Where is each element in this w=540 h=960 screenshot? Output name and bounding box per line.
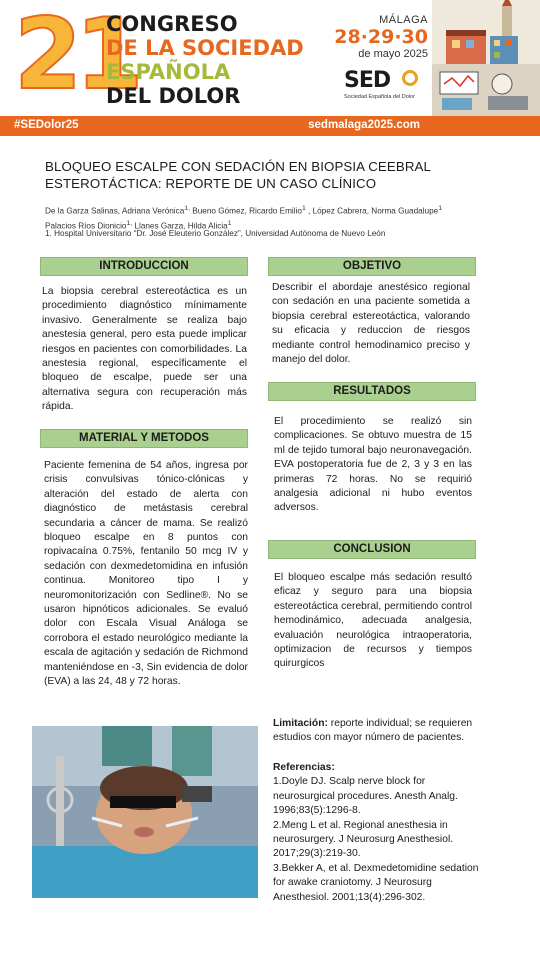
limitation-label: Limitación:: [273, 718, 328, 729]
methods-text: Paciente femenina de 54 años, ingresa por crisis convulsivas tónico-clónicas y alteración del estado de alerta con diagnóstico de metástasis cerebral secundaria a cáncer de mama. Se realizó bloqueo escalpe en 8 puntos con ropivacaína 0.75%, fentanilo 50 mcg IV y sedación con dexmedetomidina en infusión continua. Monitoreo tipo I y neuromonitorización con Sedline®. No se usaron hipnóticos adicionales. Se evaluó dolor con Escala Visual Análoga se corrobora el estado neurológico mediante la escala de agitación y sedación de Richmond manteniéndose en -3, Sin evidencia de dolor (EVA) a las 24, 48 y 72 horas.: [44, 460, 248, 688]
sed-logo-subtitle: Sociedad Española del Dolor: [344, 94, 415, 100]
author-5: Llanes Garza, Hilda Alicia: [132, 221, 228, 231]
references-title: Referencias:: [273, 762, 335, 773]
objective-header: OBJETIVO: [268, 257, 476, 276]
conclusion-header: CONCLUSION: [268, 540, 476, 559]
author-2: Bueno Gómez, Ricardo Emilio: [189, 206, 302, 216]
sed-logo-text: SED: [344, 68, 391, 93]
author-1-sup: 1,: [184, 205, 190, 212]
hashtag-bar: [0, 116, 540, 136]
reference-3: 3.Bekker A, et al. Dexmedetomidine sedation for awake craniotomy. J Neurosurg Anesthesiol. 2001;13(4):296-302.: [273, 862, 479, 903]
intro-text: La biopsia cerebral estereotáctica es un procedimiento diagnóstico mínimamente invasivo. Generalmente se realiza bajo anestesia general, pero esta puede implicar riesgos en pacientes con comorbilidades. La anestesia regional, específicamente el bloqueo de escalpe, puede ser una alternativa segura con recuperación más rápida.: [42, 286, 247, 413]
hashtag: #SEDolor25: [14, 119, 79, 131]
author-4: Palacios Ríos Dionicio: [45, 221, 127, 231]
congress-line-2: DE LA SOCIEDAD: [106, 36, 304, 60]
sed-logo: [344, 70, 430, 100]
author-3-sup: 1: [438, 205, 443, 212]
congress-line-4: DEL DOLOR: [106, 84, 241, 108]
event-month: de mayo 2025: [358, 48, 428, 60]
results-text: El procedimiento se realizó sin complicaciones. Se obtuvo muestra de 15 ml de tejido tumoral bajo neuronavegación. EVA postoperatoria fue de 2, 3 y 3 en las primeras 72 horas. No se requirió analgesia adicional ni hubo eventos adversos.: [274, 416, 472, 514]
event-city: MÁLAGA: [379, 14, 428, 26]
conclusion-text: El bloqueo escalpe más sedación resultó eficaz y seguro para una biopsia estereotáctica cerebral, permitiendo control hemodinámico, adecuada analgesia, evaluación neurológica intraoperatoria, optimizacion de recursos y tiempos quirurgicos: [274, 572, 472, 670]
congress-title: [106, 12, 304, 108]
author-1: De la Garza Salinas, Adriana Verónica: [45, 206, 185, 216]
limitation: [273, 717, 513, 746]
event-days: 28·29·30: [334, 26, 428, 48]
methods-header: MATERIAL Y METODOS: [40, 429, 248, 448]
author-4-sup: 1,: [126, 219, 133, 227]
author-3: , López Cabrera, Norma Guadalupe: [305, 206, 439, 216]
event-location-date: [330, 14, 428, 60]
results-header: RESULTADOS: [268, 382, 476, 401]
limitation-text: reporte individual; se requieren estudios con mayor número de pacientes.: [273, 718, 473, 744]
congress-line-3: ESPAÑOLA: [106, 60, 231, 84]
city-illustration-icon: [432, 0, 540, 116]
congress-line-1: CONGRESO: [106, 12, 238, 36]
poster-title: BLOQUEO ESCALPE CON SEDACIÓN EN BIOPSIA CEEBRAL ESTEROTÁCTICA: REPORTE DE UN CASO CLÍNICO: [45, 159, 431, 191]
reference-1: 1.Doyle DJ. Scalp nerve block for neurosurgical procedures. Anesth Analg. 1996;83(5):1296-8.: [273, 776, 458, 817]
congress-url[interactable]: sedmalaga2025.com: [308, 119, 420, 131]
edition-number: 21: [14, 0, 137, 112]
affiliation: 1. Hospital Universitario “Dr. José Eleuterio González”, Universidad Autónoma de Nuevo León: [45, 229, 386, 238]
reference-2: 2.Meng L et al. Regional anesthesia in neurosurgery. J Neurosurg Anesthesiol. 2017;29(3):219-30.: [273, 819, 454, 860]
author-2-sup: 1: [301, 205, 306, 212]
malaga-illustration: [432, 0, 540, 116]
objective-text: Describir el abordaje anestésico regional con sedación en una paciente sometida a biopsia cerebral estereotáctica, valorando su eficacia y reduccion de riesgos mediante control hemodinamico preciso y manejo del dolor.: [272, 282, 470, 366]
intro-header: INTRODUCCION: [40, 257, 248, 276]
poster-header: [0, 0, 540, 116]
sed-logo-ring-icon: [402, 70, 418, 86]
patient-photo: [32, 726, 258, 898]
references: [273, 761, 483, 905]
author-5-sup: 1: [227, 219, 232, 227]
patient-photo-icon: [32, 726, 258, 898]
